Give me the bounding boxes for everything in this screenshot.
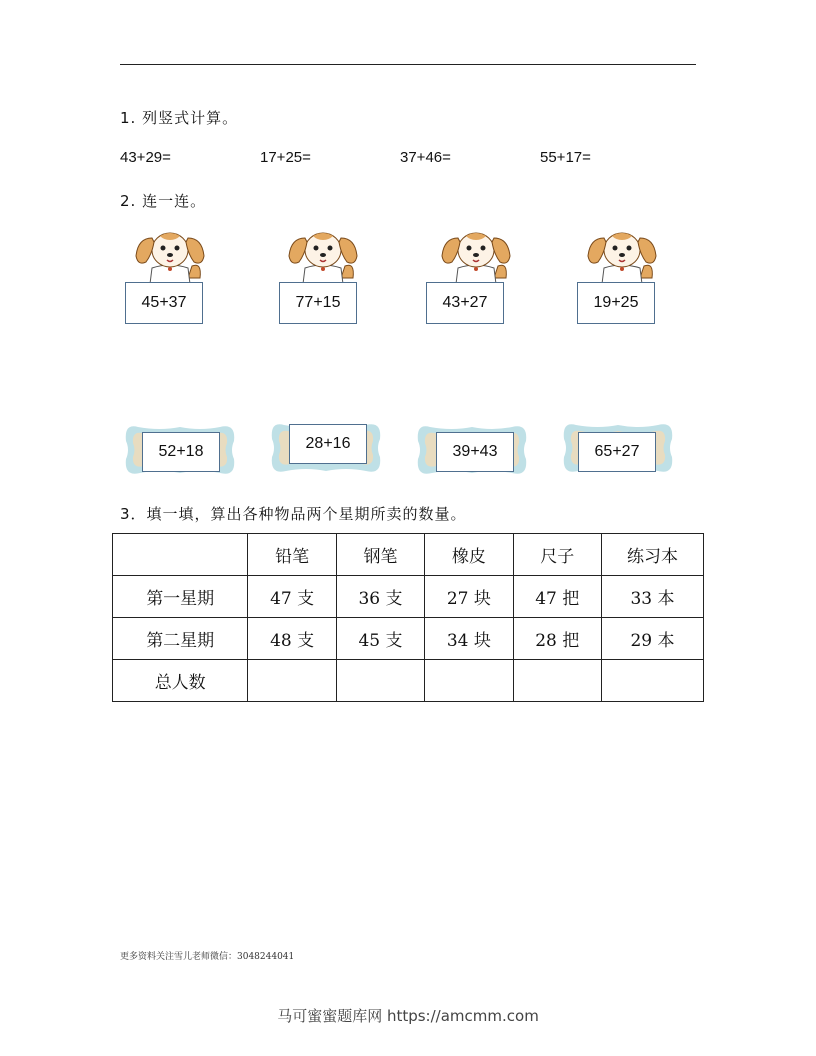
question-2-title: 2. 连一连。 bbox=[120, 192, 207, 210]
table-cell: 第二星期 bbox=[113, 618, 248, 660]
dog-card-2: 77+15 bbox=[279, 282, 357, 324]
table-cell: 总人数 bbox=[113, 660, 248, 702]
table-cell: 48 支 bbox=[248, 618, 336, 660]
table-cell: 28 把 bbox=[513, 618, 601, 660]
table-header-cell: 钢笔 bbox=[336, 534, 424, 576]
expression-3: 37+46= bbox=[400, 149, 451, 166]
question-1-title: 1. 列竖式计算。 bbox=[120, 109, 239, 127]
table-answer-cell bbox=[513, 660, 601, 702]
table-cell: 34 块 bbox=[425, 618, 513, 660]
dog-2-icon bbox=[283, 228, 363, 284]
bone-card-2: 28+16 bbox=[289, 424, 367, 464]
site-watermark: 马可蜜蜜题库网 https://amcmm.com bbox=[277, 1007, 539, 1025]
expression-2: 17+25= bbox=[260, 149, 311, 166]
table-cell: 第一星期 bbox=[113, 576, 248, 618]
table-header-row bbox=[113, 534, 704, 576]
dog-card-1: 45+37 bbox=[125, 282, 203, 324]
table-cell: 36 支 bbox=[336, 576, 424, 618]
question-3-title: 3．填一填，算出各种物品两个星期所卖的数量。 bbox=[120, 505, 467, 523]
table-header-cell: 铅笔 bbox=[248, 534, 336, 576]
table-row bbox=[113, 576, 704, 618]
table-answer-cell bbox=[336, 660, 424, 702]
table-cell: 47 把 bbox=[513, 576, 601, 618]
table-answer-cell bbox=[601, 660, 703, 702]
table-header-cell: 练习本 bbox=[601, 534, 703, 576]
table-header-cell: 尺子 bbox=[513, 534, 601, 576]
table-cell: 29 本 bbox=[601, 618, 703, 660]
bone-card-4: 65+27 bbox=[578, 432, 656, 472]
table-cell: 45 支 bbox=[336, 618, 424, 660]
table-answer-cell bbox=[425, 660, 513, 702]
table-cell: 33 本 bbox=[601, 576, 703, 618]
table-answer-cell bbox=[248, 660, 336, 702]
dog-card-3: 43+27 bbox=[426, 282, 504, 324]
dog-1-icon bbox=[130, 228, 210, 284]
dog-4-icon bbox=[582, 228, 662, 284]
table-row bbox=[113, 618, 704, 660]
dog-3-icon bbox=[436, 228, 516, 284]
bone-card-3: 39+43 bbox=[436, 432, 514, 472]
table-header-cell bbox=[113, 534, 248, 576]
sales-table bbox=[112, 533, 704, 702]
footer-note: 更多资料关注雪儿老师微信：3048244041 bbox=[120, 952, 295, 962]
table-cell: 47 支 bbox=[248, 576, 336, 618]
bone-card-1: 52+18 bbox=[142, 432, 220, 472]
table-row bbox=[113, 660, 704, 702]
table-cell: 27 块 bbox=[425, 576, 513, 618]
expression-4: 55+17= bbox=[540, 149, 591, 166]
expression-1: 43+29= bbox=[120, 149, 171, 166]
table-header-cell: 橡皮 bbox=[425, 534, 513, 576]
dog-card-4: 19+25 bbox=[577, 282, 655, 324]
header-rule bbox=[120, 64, 696, 65]
